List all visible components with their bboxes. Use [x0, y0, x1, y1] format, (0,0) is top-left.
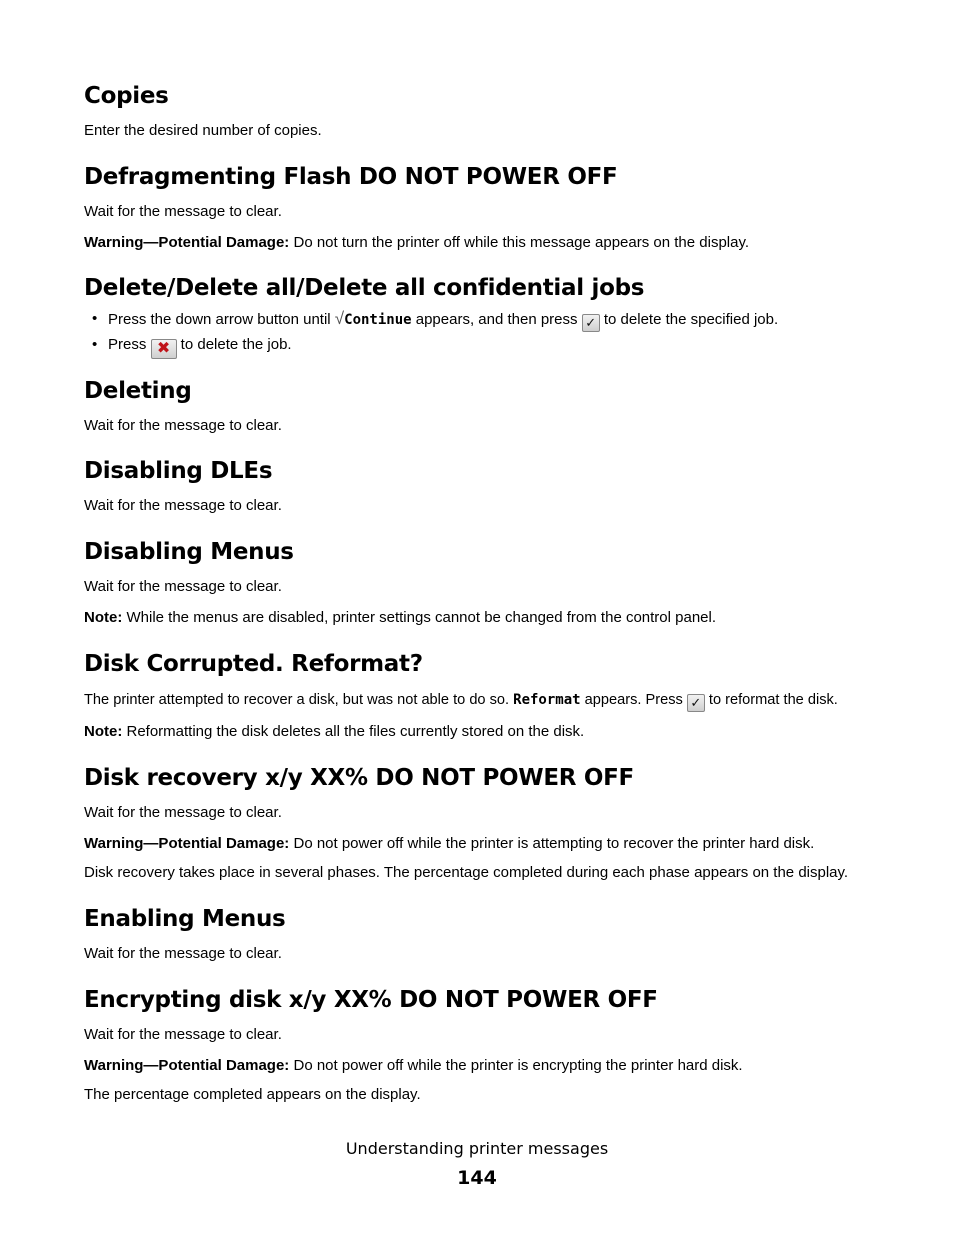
note-label: Note:: [84, 609, 123, 626]
heading-copies: Copies: [84, 83, 169, 109]
heading-deleting: Deleting: [84, 378, 192, 404]
warning-label: Warning—Potential Damage:: [84, 1057, 290, 1074]
footer-chapter-title: Understanding printer messages: [345, 1139, 609, 1158]
bullet2-text-b: to delete the job.: [176, 336, 292, 353]
heading-encrypting: Encrypting disk x/y XX% DO NOT POWER OFF: [84, 987, 658, 1013]
heading-delete-jobs: Delete/Delete all/Delete all confidential jobs: [84, 275, 645, 301]
enabling-menus-text: Wait for the message to clear.: [84, 945, 282, 962]
bullet-dot: •: [92, 336, 98, 353]
check-button-icon: ✓: [687, 694, 705, 712]
heading-disabling-dles: Disabling DLEs: [84, 458, 273, 484]
footer-page-number: 144: [457, 1167, 497, 1189]
warning-label: Warning—Potential Damage:: [84, 835, 290, 852]
heading-disk-corrupted: Disk Corrupted. Reformat?: [84, 651, 423, 677]
check-button-icon: ✓: [582, 314, 600, 332]
disk-corrupted-text-a: The printer attempted to recover a disk, but was not able to do so.: [84, 692, 514, 708]
stop-x-button-icon: ✖: [151, 339, 177, 359]
disabling-dles-text: Wait for the message to clear.: [84, 497, 282, 514]
disabling-menus-text: Wait for the message to clear.: [84, 578, 282, 595]
defrag-warning: [84, 233, 749, 253]
encrypting-warning: [84, 1056, 743, 1076]
bullet1-text-b: appears, and then press: [411, 311, 582, 328]
heading-defragmenting: Defragmenting Flash DO NOT POWER OFF: [84, 164, 618, 190]
disk-corrupted-text-c: to reformat the disk.: [704, 692, 838, 708]
encrypting-text: Wait for the message to clear.: [84, 1026, 282, 1043]
bullet2-text-a: Press: [108, 336, 151, 353]
note-text: Reformatting the disk deletes all the files currently stored on the disk.: [122, 723, 585, 740]
copies-text: Enter the desired number of copies.: [84, 122, 322, 139]
bullet1-text-a: Press the down arrow button until: [108, 311, 335, 328]
encrypting-extra: The percentage completed appears on the display.: [84, 1086, 421, 1103]
warning-label: Warning—Potential Damage:: [84, 234, 290, 251]
bullet1-text-c: to delete the specified job.: [599, 311, 779, 328]
heading-disk-recovery: Disk recovery x/y XX% DO NOT POWER OFF: [84, 765, 634, 791]
heading-disabling-menus: Disabling Menus: [84, 539, 294, 565]
defrag-text: Wait for the message to clear.: [84, 203, 282, 220]
disabling-menus-note: [84, 608, 716, 628]
disk-recovery-extra: Disk recovery takes place in several phases. The percentage completed during each phase appears on the display.: [84, 864, 849, 881]
note-text: While the menus are disabled, printer settings cannot be changed from the control panel.: [122, 609, 717, 626]
disk-corrupted-note: [84, 722, 584, 742]
delete-bullet-2: [108, 335, 292, 359]
disk-corrupted-text-b: appears. Press: [580, 692, 687, 708]
delete-bullet-1: [108, 309, 778, 332]
bullet-dot: •: [92, 310, 98, 327]
heading-enabling-menus: Enabling Menus: [84, 906, 286, 932]
warning-text: Do not turn the printer off while this message appears on the display.: [289, 234, 750, 251]
checkmark-root-icon: √: [334, 309, 345, 328]
note-label: Note:: [84, 723, 123, 740]
disk-recovery-warning: [84, 834, 814, 854]
reformat-code: Reformat: [513, 692, 581, 708]
disk-corrupted-text: [84, 690, 838, 712]
continue-code: Continue: [344, 312, 412, 328]
disk-recovery-text: Wait for the message to clear.: [84, 804, 282, 821]
warning-text: Do not power off while the printer is attempting to recover the printer hard disk.: [289, 835, 815, 852]
warning-text: Do not power off while the printer is encrypting the printer hard disk.: [289, 1057, 743, 1074]
deleting-text: Wait for the message to clear.: [84, 417, 282, 434]
